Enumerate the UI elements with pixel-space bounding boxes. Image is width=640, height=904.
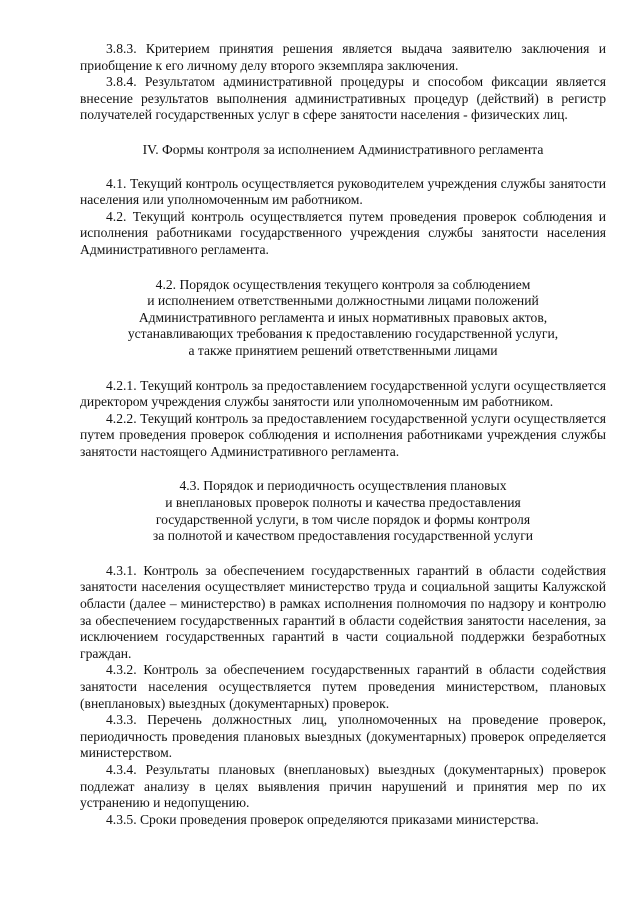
heading-4-2 (80, 277, 606, 360)
section-4-title: IV. Формы контроля за исполнением Административного регламента (142, 141, 544, 157)
paragraph-4-1: 4.1. Текущий контроль осуществляется руководителем учреждения службы занятости населения или уполномоченным им работником. (80, 175, 606, 208)
heading-4-3-line: и внеплановых проверок полноты и качества предоставления (165, 495, 521, 511)
paragraph-4-2-1: 4.2.1. Текущий контроль за предоставлением государственной услуги осуществляется директором учреждения службы занятости или уполномоченным им работником. (80, 377, 606, 410)
paragraph-3-8-4: 3.8.4. Результатом административной процедуры и способом фиксации является внесение результатов выполнения административных процедур (действий) в регистр получателей государственных услуг в сфере занятости населения - физических лиц. (80, 74, 606, 123)
paragraph-4-3-5: 4.3.5. Сроки проведения проверок определяются приказами министерства. (106, 811, 539, 827)
document-content (80, 41, 606, 828)
heading-4-2-line: устанавливающих требования к предоставлению государственной услуги, (127, 326, 559, 342)
paragraph-3-8-3: 3.8.3. Критерием принятия решения является выдача заявителю заключения и приобщение к его личному делу второго экземпляра заключения. (80, 41, 606, 73)
paragraph-4-3-3: 4.3.3. Перечень должностных лиц, уполномоченных на проведение проверок, периодичность проведения плановых выездных (документарных) проверок определяется министерством. (80, 712, 606, 761)
heading-4-3-line: за полнотой и качеством предоставления государственной услуги (152, 528, 534, 544)
paragraph-4-2: 4.2. Текущий контроль осуществляется путем проведения проверок соблюдения и исполнения работниками государственного учреждения службы занятости населения Административного регламента. (80, 208, 606, 257)
heading-4-3-line: государственной услуги, в том числе порядок и формы контроля (155, 511, 531, 527)
paragraph-4-3-4: 4.3.4. Результаты плановых (внеплановых) выездных (документарных) проверок подлежат анализу в целях выявления причин нарушений и принятия мер по их устранению и недопущению. (80, 761, 606, 811)
heading-4-2-line: 4.2. Порядок осуществления текущего контроля за соблюдением (155, 276, 531, 292)
heading-4-3-line: 4.3. Порядок и периодичность осуществления плановых (179, 478, 507, 494)
paragraph-4-2-2: 4.2.2. Текущий контроль за предоставлением государственной услуги осуществляется путем проведения проверок соблюдения и исполнения работниками учреждения службы занятости настоящего Административного регламента. (80, 410, 606, 459)
heading-4-2-line: и исполнением ответственными должностными лицами положений (147, 293, 539, 309)
heading-4-2-line: а также принятием решений ответственными лицами (188, 342, 498, 358)
heading-4-2-line: Административного регламента и иных нормативных правовых актов, (138, 309, 548, 325)
heading-4-3 (80, 478, 606, 544)
paragraph-4-3-2: 4.3.2. Контроль за обеспечением государственных гарантий в области содействия занятости населения осуществляется путем проведения министерством, плановых (внеплановых) выездных (документарных) проверок. (80, 662, 606, 711)
paragraph-4-3-1: 4.3.1. Контроль за обеспечением государственных гарантий в области содействия занятости населения осуществляет министерство труда и социальной защиты Калужской области (далее – министерство) в рамках исполнения полномочия по надзору и контролю за обеспечением государственных гарантий в области содействия занятости населения, за исключением государственных гарантий в части социальной поддержки безработных граждан. (80, 562, 606, 661)
